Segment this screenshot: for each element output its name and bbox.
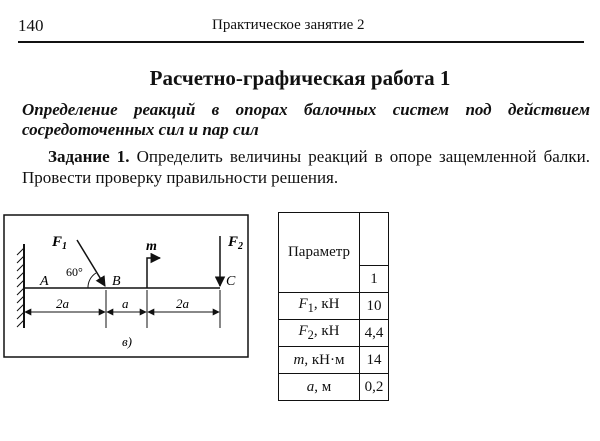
f1-label: $F_1$ [52, 234, 68, 252]
header-rule [18, 41, 584, 43]
f2-label: $F_2$ [228, 234, 244, 252]
point-a-label: A [40, 274, 49, 289]
point-c-label: C [226, 274, 236, 289]
table-row [279, 347, 389, 374]
param-name: $F_1$, кН [279, 293, 360, 320]
moment-arrow [147, 258, 160, 288]
param-name: a, м [279, 374, 360, 401]
point-b-label: B [112, 274, 121, 289]
running-header: Практическое занятие 2 [212, 17, 365, 33]
force-f1-arrow [77, 240, 105, 286]
parameters-table [278, 212, 389, 401]
param-value: 10 [360, 293, 389, 320]
moment-label: m [146, 239, 157, 254]
angle-arc [88, 273, 96, 288]
table-row [279, 374, 389, 401]
variant-label: в) [122, 334, 132, 349]
subtitle: Определение реакций в опорах балочных систем под действием сосредоточенных сил и пар сил [22, 100, 590, 139]
page-number: 140 [18, 16, 44, 35]
table-row [279, 320, 389, 347]
param-value: 4,4 [360, 320, 389, 347]
angle-label: 60° [66, 265, 83, 279]
table-header-parameter: Параметр [279, 213, 360, 293]
param-value: 14 [360, 347, 389, 374]
task-text [22, 146, 590, 188]
beam-diagram [0, 206, 272, 366]
dim-left-label: 2a [56, 296, 69, 311]
fixed-support-wall [17, 244, 24, 328]
task-label: Задание 1. [48, 147, 130, 166]
table-header-blank [360, 213, 389, 266]
dim-right-label: 2a [176, 296, 189, 311]
table-variant-number: 1 [360, 266, 389, 293]
param-value: 0,2 [360, 374, 389, 401]
work-title: Расчетно-графическая работа 1 [149, 66, 451, 90]
param-name: $F_2$, кН [279, 320, 360, 347]
dim-mid-label: a [122, 296, 129, 311]
table-row [279, 293, 389, 320]
param-name: m, кН·м [279, 347, 360, 374]
task-body: Определить величины реакций в опоре защемленной балки. Провести проверку правильности решения. [22, 147, 591, 187]
